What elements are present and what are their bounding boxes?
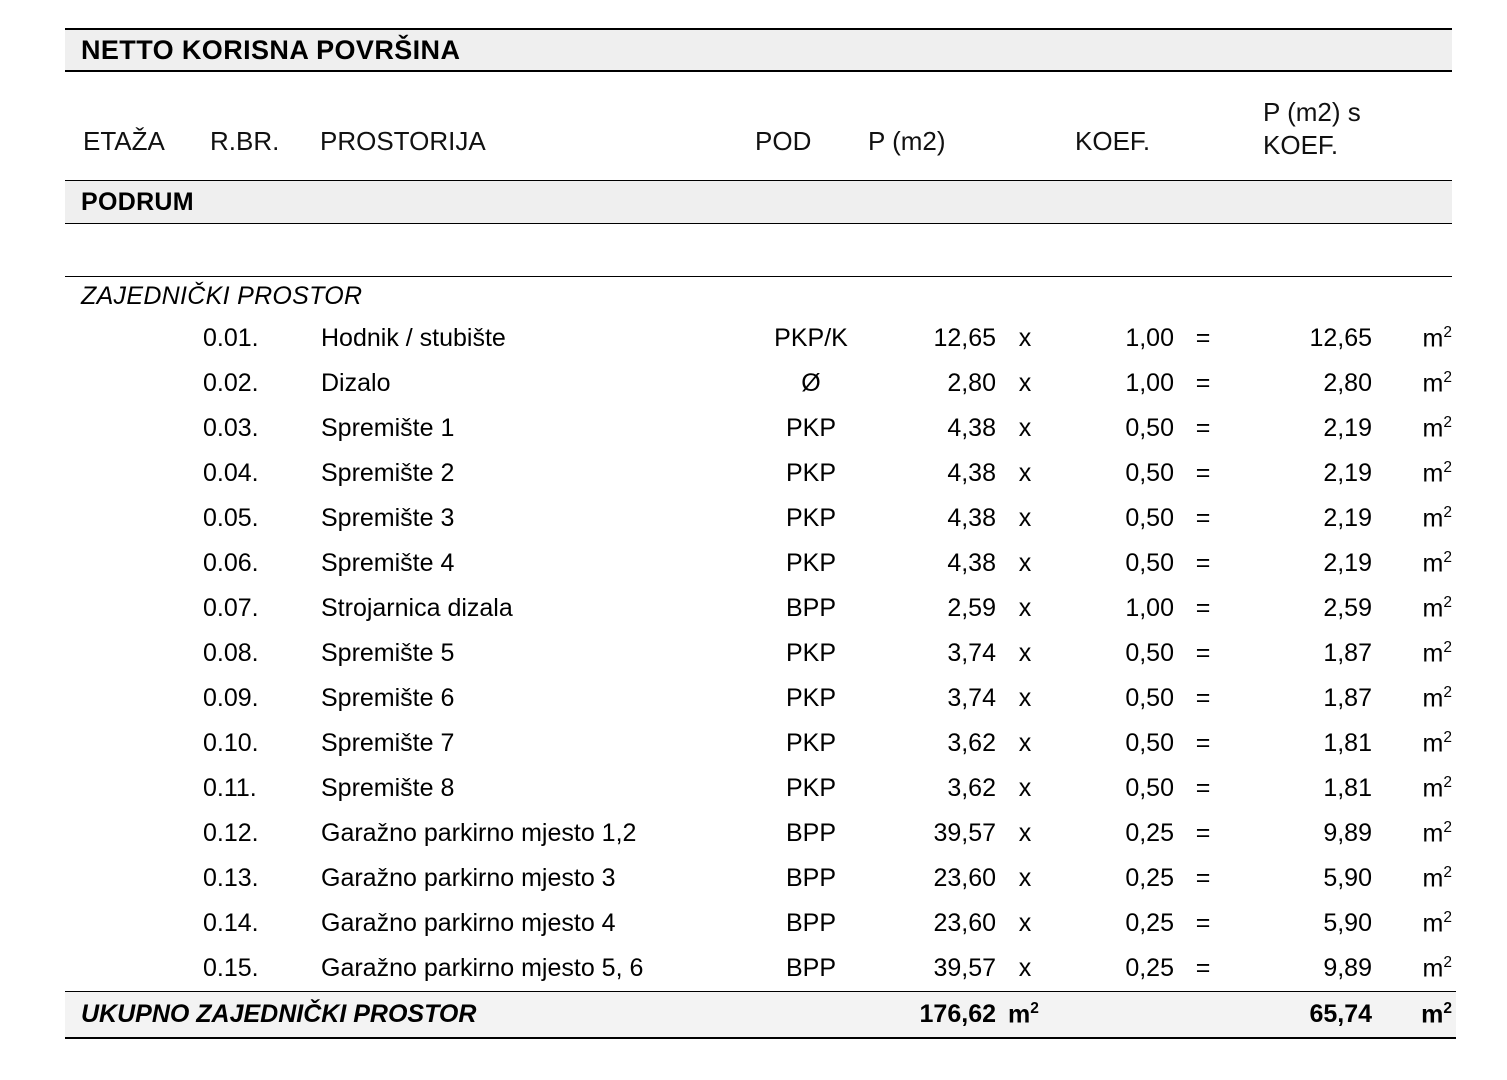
- row-rbr: 0.07.: [203, 594, 259, 622]
- row-area: 4,38: [947, 504, 996, 532]
- row-room: Spremište 1: [321, 414, 455, 442]
- row-result: 2,19: [1323, 459, 1372, 487]
- row-rbr: 0.04.: [203, 459, 259, 487]
- row-equals-symbol: =: [1195, 864, 1211, 892]
- row-etaza: [65, 631, 193, 676]
- row-result: 5,90: [1323, 864, 1372, 892]
- row-etaza: [65, 541, 193, 586]
- row-room: Garažno parkirno mjesto 3: [321, 864, 616, 892]
- row-room: Spremište 3: [321, 504, 455, 532]
- row-koef: 0,50: [1125, 684, 1174, 712]
- row-rbr: 0.08.: [203, 639, 259, 667]
- row-unit: $m^2$: [1422, 683, 1452, 713]
- row-area: 3,74: [947, 684, 996, 712]
- row-rbr: 0.11.: [203, 774, 257, 802]
- row-room: Garažno parkirno mjesto 1,2: [321, 819, 637, 847]
- column-header-p-m2-s-koef-line2: KOEF.: [1263, 129, 1339, 160]
- row-area: 23,60: [933, 909, 996, 937]
- row-multiply-symbol: x: [1018, 504, 1032, 532]
- row-area: 4,38: [947, 459, 996, 487]
- row-pod: PKP/K: [774, 324, 848, 352]
- row-equals-symbol: =: [1195, 414, 1211, 442]
- row-koef: 0,50: [1125, 774, 1174, 802]
- total-pod-empty: [751, 992, 871, 1039]
- total-eq-empty: [1174, 992, 1232, 1039]
- row-multiply-symbol: x: [1018, 684, 1032, 712]
- row-unit: $m^2$: [1422, 953, 1452, 983]
- row-rbr: 0.09.: [203, 684, 259, 712]
- row-pod: PKP: [785, 684, 837, 712]
- row-unit: $m^2$: [1422, 503, 1452, 533]
- row-unit: $m^2$: [1422, 323, 1452, 353]
- row-room: Dizalo: [321, 369, 391, 397]
- row-rbr: 0.02.: [203, 369, 259, 397]
- row-area: 12,65: [933, 324, 996, 352]
- table-row: [65, 946, 1456, 992]
- table-row: [65, 631, 1456, 676]
- row-multiply-symbol: x: [1018, 324, 1032, 352]
- row-unit: $m^2$: [1422, 773, 1452, 803]
- row-koef: 0,50: [1125, 504, 1174, 532]
- table-row: [65, 361, 1456, 406]
- row-multiply-symbol: x: [1018, 414, 1032, 442]
- row-etaza: [65, 811, 193, 856]
- table-row: [65, 316, 1456, 361]
- row-room: Hodnik / stubište: [321, 324, 506, 352]
- row-unit: $m^2$: [1422, 908, 1452, 938]
- row-room: Spremište 7: [321, 729, 455, 757]
- table-row: [65, 676, 1456, 721]
- row-result: 2,19: [1323, 549, 1372, 577]
- rooms-table-body: [65, 316, 1456, 992]
- row-area: 4,38: [947, 414, 996, 442]
- row-koef: 0,25: [1125, 819, 1174, 847]
- row-etaza: [65, 721, 193, 766]
- row-room: Spremište 4: [321, 549, 455, 577]
- row-etaza: [65, 946, 193, 992]
- row-room: Garažno parkirno mjesto 5, 6: [321, 954, 644, 982]
- table-row: [65, 856, 1456, 901]
- row-pod: BPP: [785, 909, 837, 937]
- row-multiply-symbol: x: [1018, 369, 1032, 397]
- row-area: 2,59: [947, 594, 996, 622]
- table-row: [65, 811, 1456, 856]
- row-room: Strojarnica dizala: [321, 594, 513, 622]
- row-result: 5,90: [1323, 909, 1372, 937]
- row-etaza: [65, 316, 193, 361]
- row-result: 2,19: [1323, 414, 1372, 442]
- row-multiply-symbol: x: [1018, 864, 1032, 892]
- total-row: [65, 992, 1456, 1039]
- row-result: 12,65: [1309, 324, 1372, 352]
- row-unit: $m^2$: [1422, 593, 1452, 623]
- page-title: NETTO KORISNA POVRŠINA: [81, 34, 461, 65]
- row-room: Spremište 8: [321, 774, 455, 802]
- row-result: 1,81: [1323, 729, 1372, 757]
- row-pod: Ø: [801, 369, 821, 397]
- row-rbr: 0.15.: [203, 954, 259, 982]
- row-equals-symbol: =: [1195, 594, 1211, 622]
- row-rbr: 0.14.: [203, 909, 259, 937]
- row-unit: $m^2$: [1422, 818, 1452, 848]
- row-result: 2,59: [1323, 594, 1372, 622]
- row-equals-symbol: =: [1195, 639, 1211, 667]
- column-header-rbr: R.BR.: [210, 126, 280, 156]
- rooms-table-footer: [65, 992, 1456, 1039]
- row-pod: BPP: [785, 864, 837, 892]
- row-room: Spremište 5: [321, 639, 455, 667]
- table-row: [65, 586, 1456, 631]
- row-etaza: [65, 676, 193, 721]
- row-unit: $m^2$: [1422, 863, 1452, 893]
- rooms-table: [65, 316, 1456, 1039]
- table-row: [65, 496, 1456, 541]
- row-area: 23,60: [933, 864, 996, 892]
- row-pod: PKP: [785, 639, 837, 667]
- row-result: 1,87: [1323, 684, 1372, 712]
- subgroup-header: [65, 276, 1452, 316]
- row-multiply-symbol: x: [1018, 909, 1032, 937]
- row-koef: 0,50: [1125, 549, 1174, 577]
- row-multiply-symbol: x: [1018, 819, 1032, 847]
- row-multiply-symbol: x: [1018, 954, 1032, 982]
- column-header-row: [65, 82, 1452, 178]
- row-result: 9,89: [1323, 819, 1372, 847]
- column-header-p-m2-s-koef: [1263, 96, 1361, 161]
- row-pod: BPP: [785, 819, 837, 847]
- row-area: 3,62: [947, 774, 996, 802]
- row-koef: 0,50: [1125, 639, 1174, 667]
- row-equals-symbol: =: [1195, 954, 1211, 982]
- document-title-band: [65, 28, 1452, 72]
- row-result: 1,81: [1323, 774, 1372, 802]
- row-pod: PKP: [785, 774, 837, 802]
- column-header-p-m2-s-koef-line1: P (m2) s: [1263, 97, 1361, 127]
- row-multiply-symbol: x: [1018, 729, 1032, 757]
- row-etaza: [65, 586, 193, 631]
- row-area: 39,57: [933, 954, 996, 982]
- column-header-koef: KOEF.: [1075, 126, 1151, 156]
- row-unit: $m^2$: [1422, 368, 1452, 398]
- row-rbr: 0.05.: [203, 504, 259, 532]
- row-etaza: [65, 406, 193, 451]
- row-equals-symbol: =: [1195, 684, 1211, 712]
- table-row: [65, 451, 1456, 496]
- row-pod: PKP: [785, 549, 837, 577]
- row-equals-symbol: =: [1195, 549, 1211, 577]
- row-koef: 1,00: [1125, 324, 1174, 352]
- row-koef: 0,50: [1125, 729, 1174, 757]
- row-koef: 1,00: [1125, 369, 1174, 397]
- row-rbr: 0.12.: [203, 819, 259, 847]
- total-result: 65,74: [1232, 992, 1372, 1039]
- subgroup-title: ZAJEDNIČKI PROSTOR: [81, 282, 363, 310]
- row-pod: PKP: [785, 729, 837, 757]
- row-room: Spremište 2: [321, 459, 455, 487]
- row-area: 3,74: [947, 639, 996, 667]
- row-multiply-symbol: x: [1018, 459, 1032, 487]
- row-multiply-symbol: x: [1018, 639, 1032, 667]
- row-multiply-symbol: x: [1018, 549, 1032, 577]
- row-rbr: 0.03.: [203, 414, 259, 442]
- row-pod: PKP: [785, 459, 837, 487]
- column-header-pod: POD: [755, 126, 812, 156]
- row-pod: BPP: [785, 954, 837, 982]
- row-etaza: [65, 361, 193, 406]
- row-multiply-symbol: x: [1018, 594, 1032, 622]
- row-result: 2,19: [1323, 504, 1372, 532]
- column-header-prostorija: PROSTORIJA: [320, 126, 486, 156]
- row-equals-symbol: =: [1195, 324, 1211, 352]
- row-rbr: 0.10.: [203, 729, 259, 757]
- total-area: 176,62: [871, 992, 996, 1039]
- row-koef: 1,00: [1125, 594, 1174, 622]
- total-koef-empty: [1054, 992, 1174, 1039]
- row-result: 2,80: [1323, 369, 1372, 397]
- row-area: 4,38: [947, 549, 996, 577]
- row-unit: $m^2$: [1422, 548, 1452, 578]
- row-koef: 0,25: [1125, 864, 1174, 892]
- total-area-unit: $m^2$: [996, 992, 1054, 1039]
- row-equals-symbol: =: [1195, 369, 1211, 397]
- row-equals-symbol: =: [1195, 729, 1211, 757]
- row-area: 3,62: [947, 729, 996, 757]
- row-multiply-symbol: x: [1018, 774, 1032, 802]
- section-title: PODRUM: [81, 187, 194, 216]
- total-result-unit: $m^2$: [1372, 992, 1456, 1039]
- table-row: [65, 766, 1456, 811]
- row-room: Spremište 6: [321, 684, 455, 712]
- row-rbr: 0.01.: [203, 324, 259, 352]
- row-etaza: [65, 451, 193, 496]
- row-koef: 0,25: [1125, 954, 1174, 982]
- table-row: [65, 406, 1456, 451]
- row-koef: 0,25: [1125, 909, 1174, 937]
- row-pod: PKP: [785, 504, 837, 532]
- row-etaza: [65, 901, 193, 946]
- row-equals-symbol: =: [1195, 774, 1211, 802]
- total-label: UKUPNO ZAJEDNIČKI PROSTOR: [65, 992, 751, 1039]
- row-result: 9,89: [1323, 954, 1372, 982]
- row-area: 2,80: [947, 369, 996, 397]
- row-pod: PKP: [785, 414, 837, 442]
- row-equals-symbol: =: [1195, 459, 1211, 487]
- row-pod: BPP: [785, 594, 837, 622]
- row-unit: $m^2$: [1422, 728, 1452, 758]
- row-koef: 0,50: [1125, 459, 1174, 487]
- column-header-p-m2: P (m2): [868, 126, 946, 156]
- table-row: [65, 541, 1456, 586]
- row-etaza: [65, 496, 193, 541]
- column-header-etaza: ETAŽA: [83, 126, 165, 156]
- row-rbr: 0.06.: [203, 549, 259, 577]
- row-equals-symbol: =: [1195, 504, 1211, 532]
- row-etaza: [65, 856, 193, 901]
- row-koef: 0,50: [1125, 414, 1174, 442]
- row-unit: $m^2$: [1422, 458, 1452, 488]
- section-band-podrum: [65, 180, 1452, 224]
- row-room: Garažno parkirno mjesto 4: [321, 909, 616, 937]
- row-equals-symbol: =: [1195, 909, 1211, 937]
- row-area: 39,57: [933, 819, 996, 847]
- table-row: [65, 901, 1456, 946]
- row-rbr: 0.13.: [203, 864, 259, 892]
- row-equals-symbol: =: [1195, 819, 1211, 847]
- table-row: [65, 721, 1456, 766]
- row-etaza: [65, 766, 193, 811]
- row-unit: $m^2$: [1422, 638, 1452, 668]
- row-unit: $m^2$: [1422, 413, 1452, 443]
- row-result: 1,87: [1323, 639, 1372, 667]
